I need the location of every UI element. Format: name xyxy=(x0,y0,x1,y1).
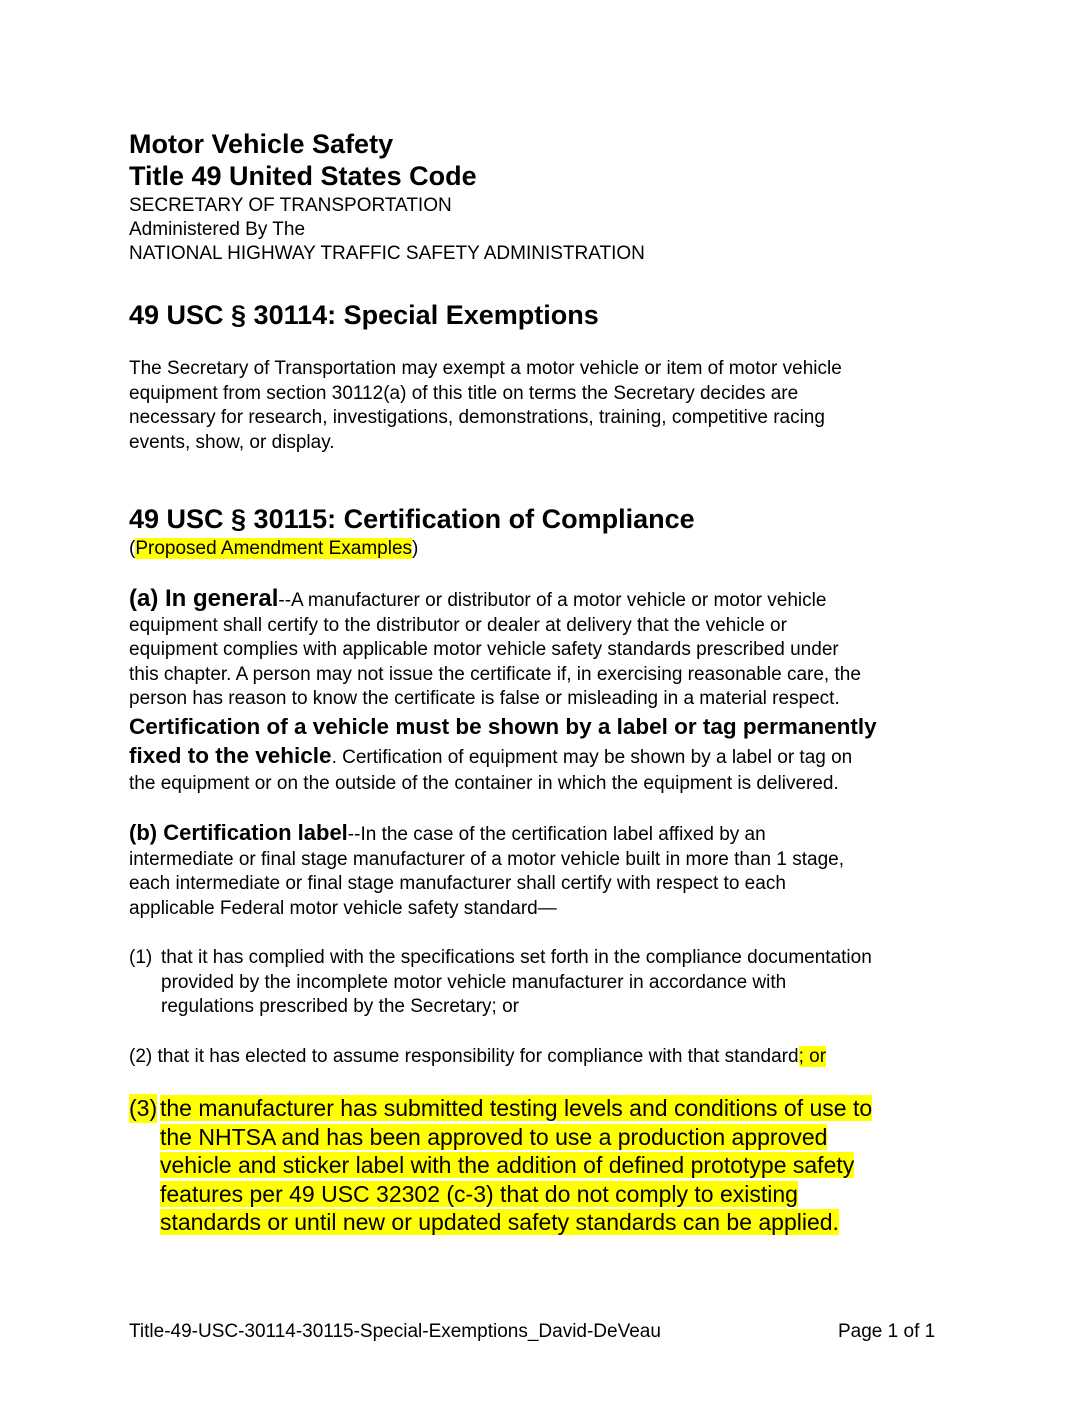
subsection-a-first-line xyxy=(129,587,877,614)
list-item-line: vehicle and sticker label with the addition of defined prototype safety xyxy=(160,1152,855,1178)
proposed-amendment-highlight: Proposed Amendment Examples xyxy=(135,538,413,559)
note-close-paren: ) xyxy=(412,538,419,559)
proposed-amendment-note xyxy=(129,537,418,562)
section-30114-heading: 49 USC § 30114: Special Exemptions xyxy=(129,300,599,330)
subtitle-line-2: Administered By The xyxy=(129,219,306,240)
list-item-number: (2) xyxy=(129,1046,153,1067)
list-item-number: (3) xyxy=(129,1095,158,1121)
footer-filename: Title-49-USC-30114-30115-Special-Exemptions_David-DeVeau xyxy=(129,1321,661,1342)
body-line: person has reason to know the certificate is false or misleading in a material respect. xyxy=(129,688,840,709)
body-line: equipment complies with applicable motor vehicle safety standards prescribed under xyxy=(129,639,839,660)
body-line: equipment shall certify to the distributor or dealer at delivery that the vehicle or xyxy=(129,614,787,636)
subsection-a-lead: (a) In general xyxy=(129,585,279,612)
bold-statement-line-1: Certification of a vehicle must be shown by a label or tag permanently xyxy=(129,713,877,739)
body-line: necessary for research, investigations, demonstrations, training, competitive racing xyxy=(129,407,825,428)
title-line-1: Motor Vehicle Safety xyxy=(129,129,394,159)
subtitle-line-3: NATIONAL HIGHWAY TRAFFIC SAFETY ADMINISTRATION xyxy=(129,243,645,264)
note-open-paren: ( xyxy=(129,538,136,559)
subsection-a xyxy=(129,587,877,796)
list-item-line: regulations prescribed by the Secretary; or xyxy=(161,996,520,1017)
list-item-1 xyxy=(129,946,969,1020)
subsection-a-dashes: -- xyxy=(278,590,292,611)
list-item-number: (1) xyxy=(129,947,153,968)
section-30115-heading: 49 USC § 30115: Certification of Compliance xyxy=(129,504,695,534)
list-item-2 xyxy=(129,1045,826,1070)
subsection-b-dashes: -- xyxy=(347,824,361,845)
footer-page-number: Page 1 of 1 xyxy=(838,1321,936,1342)
subtitle-line-1: SECRETARY OF TRANSPORTATION xyxy=(129,195,452,216)
list-item-text xyxy=(129,946,969,1020)
subsection-b xyxy=(129,821,844,921)
subsection-b-lead: (b) Certification label xyxy=(129,820,348,845)
document-title xyxy=(129,128,477,192)
list-item-line: provided by the incomplete motor vehicle manufacturer in accordance with xyxy=(161,971,787,993)
list-item-3 xyxy=(129,1094,949,1237)
list-item-line: features per 49 USC 32302 (c-3) that do not comply to existing xyxy=(160,1180,798,1207)
document-subtitle xyxy=(129,194,645,266)
after-bold-text: . Certification of equipment may be shown by a label or tag on xyxy=(331,746,853,768)
list-item-line: that it has complied with the specifications set forth in the compliance documentation xyxy=(161,947,872,968)
subsection-a-line1: A manufacturer or distributor of a motor vehicle or motor vehicle xyxy=(291,590,827,611)
body-line: applicable Federal motor vehicle safety standard— xyxy=(129,897,557,919)
list-item-line: the manufacturer has submitted testing levels and conditions of use to xyxy=(160,1095,873,1121)
bold-statement-line-2: fixed to the vehicle xyxy=(129,742,332,768)
section-30114-body xyxy=(129,357,842,455)
subsection-b-first-line xyxy=(129,821,844,848)
body-line: the equipment or on the outside of the container in which the equipment is delivered. xyxy=(129,772,839,794)
bold-statement-line-2-row xyxy=(129,741,877,772)
body-line: intermediate or final stage manufacturer of a motor vehicle built in more than 1 stage, xyxy=(129,848,844,870)
body-line: equipment from section 30112(a) of this title on terms the Secretary decides are xyxy=(129,382,799,404)
body-line: this chapter. A person may not issue the certificate if, in exercising reasonable care, the xyxy=(129,663,861,685)
list-item-line: standards or until new or updated safety standards can be applied. xyxy=(160,1209,839,1235)
list-item-2-highlight: ; or xyxy=(798,1046,827,1067)
list-item-line: the NHTSA and has been approved to use a production approved xyxy=(160,1123,828,1150)
list-item-3-text xyxy=(129,1094,949,1237)
title-line-2: Title 49 United States Code xyxy=(129,161,477,191)
list-item-text: that it has elected to assume responsibility for compliance with that standard xyxy=(157,1046,799,1067)
body-line: The Secretary of Transportation may exempt a motor vehicle or item of motor vehicle xyxy=(129,358,842,379)
subsection-b-line1: In the case of the certification label affixed by an xyxy=(360,824,766,845)
body-line: events, show, or display. xyxy=(129,431,335,453)
body-line: each intermediate or final stage manufacturer shall certify with respect to each xyxy=(129,873,786,894)
